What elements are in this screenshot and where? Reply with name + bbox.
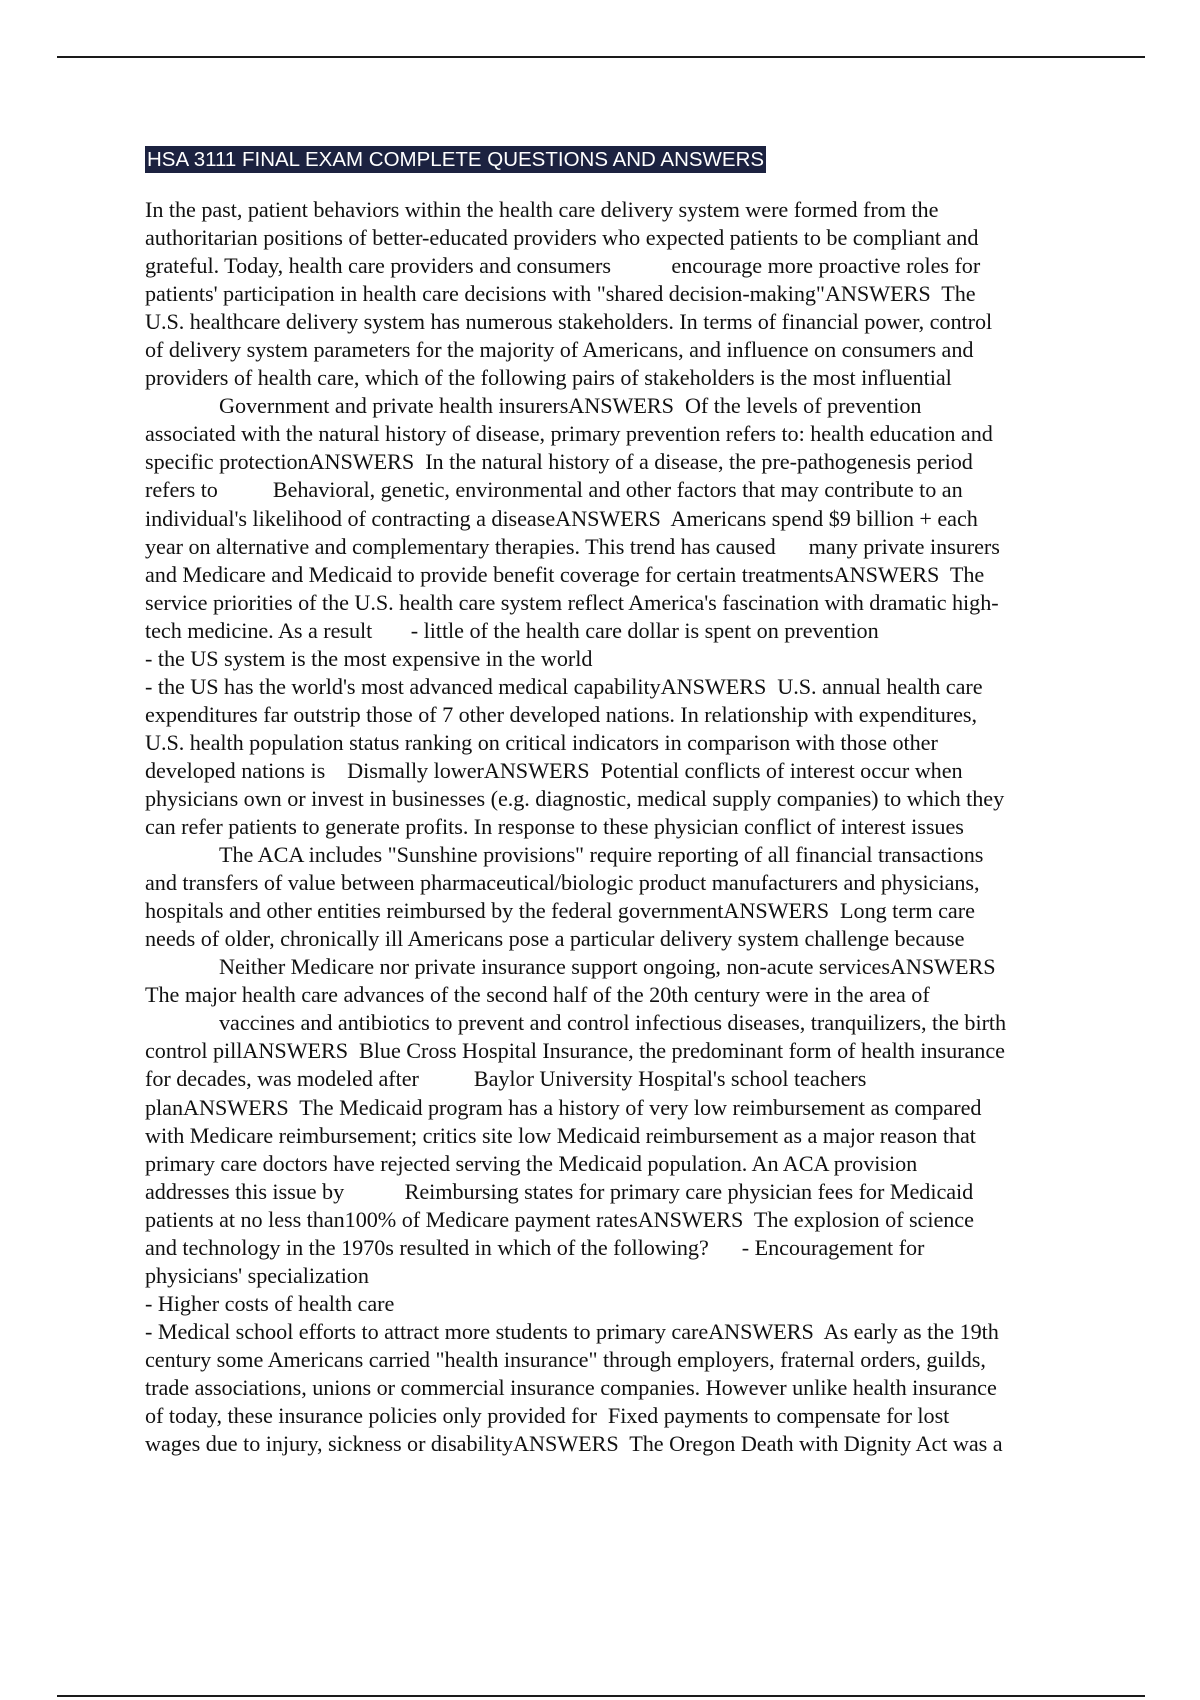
body-line: planANSWERS The Medicaid program has a history of very low reimbursement as compared xyxy=(145,1094,982,1120)
body-line: and technology in the 1970s resulted in which of the following? - Encouragement for xyxy=(145,1234,925,1260)
body-line: developed nations is Dismally lowerANSWERS Potential conflicts of interest occur when xyxy=(145,757,963,783)
document-title: HSA 3111 FINAL EXAM COMPLETE QUESTIONS AND ANSWERS xyxy=(147,148,765,171)
body-line: century some Americans carried "health insurance" through employers, fraternal orders, guilds, xyxy=(145,1346,986,1372)
body-line: trade associations, unions or commercial insurance companies. However unlike health insurance xyxy=(145,1374,997,1400)
body-line: providers of health care, which of the following pairs of stakeholders is the most influential xyxy=(145,365,952,391)
body-line: associated with the natural history of disease, primary prevention refers to: health education and xyxy=(145,421,993,447)
body-line: wages due to injury, sickness or disabilityANSWERS The Oregon Death with Dignity Act was a xyxy=(145,1431,1003,1457)
body-line: U.S. health population status ranking on critical indicators in comparison with those other xyxy=(145,729,938,755)
header-rule xyxy=(57,56,1145,58)
body-line: - the US system is the most expensive in the world xyxy=(145,645,593,671)
document-body xyxy=(145,196,1145,1458)
body-line: and transfers of value between pharmaceutical/biologic product manufacturers and physicians, xyxy=(145,870,980,896)
body-line: - the US has the world's most advanced medical capabilityANSWERS U.S. annual health care xyxy=(145,673,983,699)
body-line: addresses this issue by Reimbursing states for primary care physician fees for Medicaid xyxy=(145,1178,974,1204)
body-line: service priorities of the U.S. health care system reflect America's fascination with dramatic high- xyxy=(145,589,999,615)
body-line: The ACA includes "Sunshine provisions" require reporting of all financial transactions xyxy=(219,842,984,868)
body-line: tech medicine. As a result - little of the health care dollar is spent on prevention xyxy=(145,617,879,643)
title-block xyxy=(145,146,766,174)
body-line: of today, these insurance policies only provided for Fixed payments to compensate for lost xyxy=(145,1403,950,1429)
body-line: hospitals and other entities reimbursed by the federal governmentANSWERS Long term care xyxy=(145,898,975,924)
body-line: U.S. healthcare delivery system has numerous stakeholders. In terms of financial power, control xyxy=(145,309,993,335)
body-line: Government and private health insurersANSWERS Of the levels of prevention xyxy=(219,393,922,419)
body-line: physicians' specialization xyxy=(145,1262,369,1288)
body-line: needs of older, chronically ill Americans pose a particular delivery system challenge because xyxy=(145,926,965,952)
body-line: - Higher costs of health care xyxy=(145,1290,395,1316)
body-line: The major health care advances of the second half of the 20th century were in the area of xyxy=(145,982,930,1008)
body-line: primary care doctors have rejected serving the Medicaid population. An ACA provision xyxy=(145,1150,918,1176)
body-line: individual's likelihood of contracting a diseaseANSWERS Americans spend $9 billion + each xyxy=(145,505,978,531)
body-line: patients' participation in health care decisions with "shared decision-making"ANSWERS The xyxy=(145,281,976,307)
body-line: Neither Medicare nor private insurance support ongoing, non-acute servicesANSWERS xyxy=(219,954,996,980)
body-line: specific protectionANSWERS In the natural history of a disease, the pre-pathogenesis period xyxy=(145,449,973,475)
body-line: and Medicare and Medicaid to provide benefit coverage for certain treatmentsANSWERS The xyxy=(145,561,985,587)
body-line: patients at no less than100% of Medicare payment ratesANSWERS The explosion of science xyxy=(145,1206,974,1232)
body-line: vaccines and antibiotics to prevent and control infectious diseases, tranquilizers, the birth xyxy=(219,1010,1007,1036)
body-line: year on alternative and complementary therapies. This trend has caused many private insurers xyxy=(145,533,1000,559)
body-line: can refer patients to generate profits. In response to these physician conflict of interest issues xyxy=(145,814,964,840)
body-line: authoritarian positions of better-educated providers who expected patients to be compliant and xyxy=(145,225,979,251)
body-line: grateful. Today, health care providers and consumers encourage more proactive roles for xyxy=(145,253,981,279)
body-line: with Medicare reimbursement; critics site low Medicaid reimbursement as a major reason that xyxy=(145,1122,976,1148)
footer-rule xyxy=(57,1695,1145,1697)
body-line: refers to Behavioral, genetic, environmental and other factors that may contribute to an xyxy=(145,477,963,503)
body-line: In the past, patient behaviors within the health care delivery system were formed from the xyxy=(145,197,939,222)
body-line: - Medical school efforts to attract more students to primary careANSWERS As early as the 19th xyxy=(145,1318,999,1344)
body-line: for decades, was modeled after Baylor University Hospital's school teachers xyxy=(145,1066,867,1092)
body-line: expenditures far outstrip those of 7 other developed nations. In relationship with expenditures, xyxy=(145,701,977,727)
body-line: control pillANSWERS Blue Cross Hospital Insurance, the predominant form of health insurance xyxy=(145,1038,1005,1064)
body-line: physicians own or invest in businesses (e.g. diagnostic, medical supply companies) to which they xyxy=(145,785,1005,811)
body-line: of delivery system parameters for the majority of Americans, and influence on consumers and xyxy=(145,337,974,363)
